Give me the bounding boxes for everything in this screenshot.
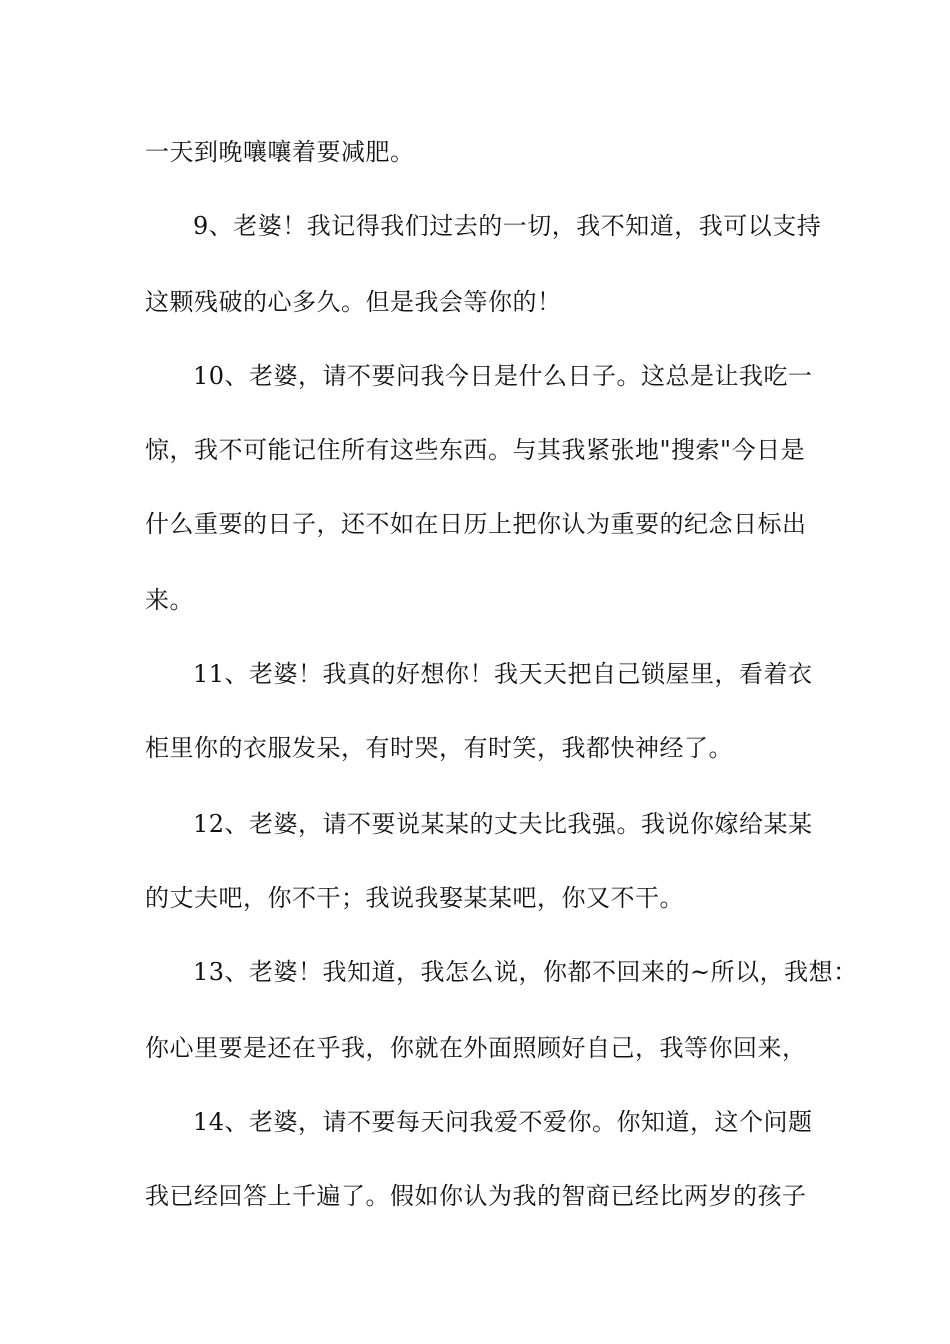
paragraph-13-line-2: 你心里要是还在乎我，你就在外面照顾好自己，我等你回来， [145, 1034, 807, 1062]
paragraph-10-line-1: 10、老婆，请不要问我今日是什么日子。这总是让我吃一 [193, 362, 813, 390]
paragraph-14-line-2: 我已经回答上千遍了。假如你认为我的智商已经比两岁的孩子 [145, 1182, 807, 1210]
text-line: 一天到晚嚷嚷着要减肥。 [145, 138, 415, 166]
paragraph-12-line-1: 12、老婆，请不要说某某的丈夫比我强。我说你嫁给某某 [193, 810, 813, 838]
paragraph-10-line-2: 惊，我不可能记住所有这些东西。与其我紧张地"搜索"今日是 [145, 436, 806, 464]
paragraph-12-line-2: 的丈夫吧，你不干；我说我娶某某吧，你又不干。 [145, 884, 684, 912]
paragraph-11-line-2: 柜里你的衣服发呆，有时哭，有时笑，我都快神经了。 [145, 734, 733, 762]
paragraph-13-line-1: 13、老婆！我知道，我怎么说，你都不回来的~所以，我想： [193, 958, 858, 986]
paragraph-9-line-1: 9、老婆！我记得我们过去的一切，我不知道，我可以支持 [193, 212, 822, 240]
paragraph-9-line-2: 这颗残破的心多久。但是我会等你的！ [145, 288, 562, 316]
paragraph-14-line-1: 14、老婆，请不要每天问我爱不爱你。你知道，这个问题 [193, 1108, 813, 1136]
paragraph-10-line-4: 来。 [145, 586, 194, 614]
paragraph-10-line-3: 什么重要的日子，还不如在日历上把你认为重要的纪念日标出 [145, 510, 807, 538]
paragraph-11-line-1: 11、老婆！我真的好想你！我天天把自己锁屋里，看着衣 [193, 660, 813, 688]
